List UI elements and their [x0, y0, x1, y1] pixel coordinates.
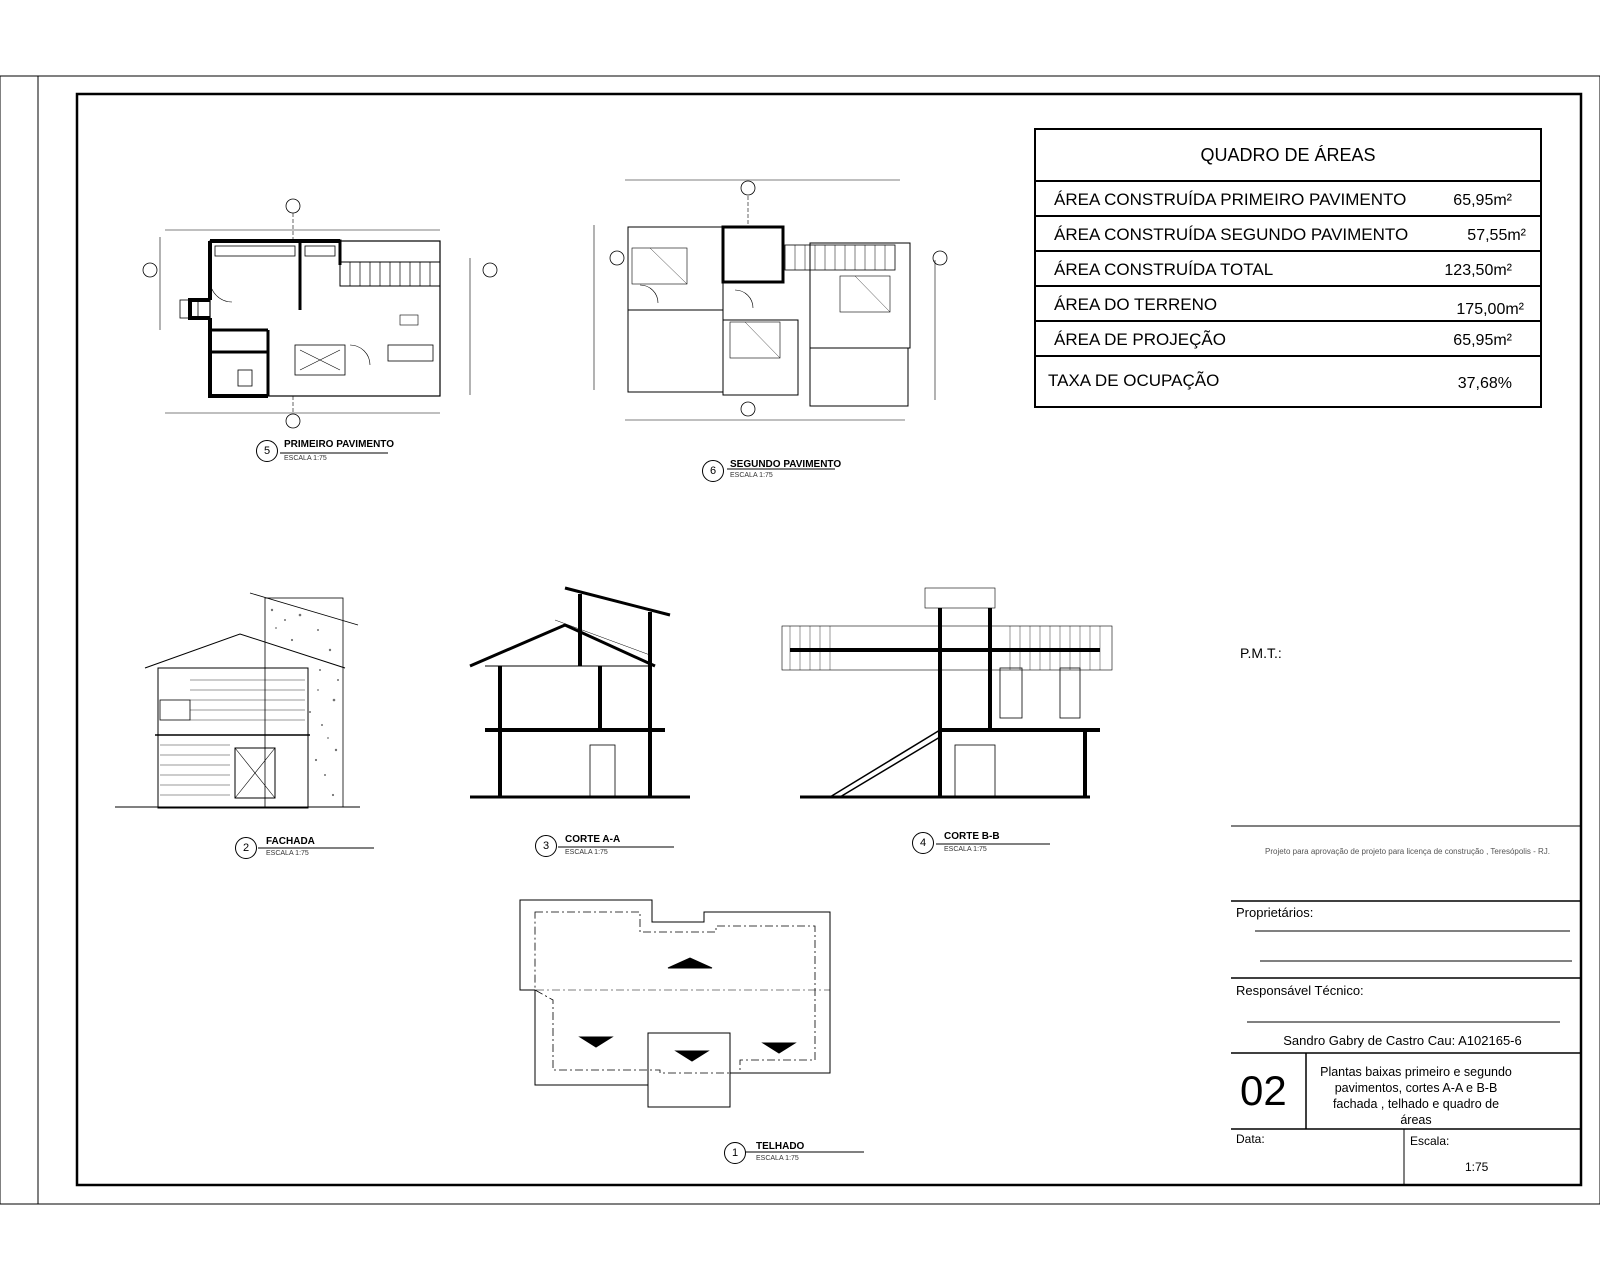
area-row — [1036, 357, 1540, 408]
area-value: 175,00m² — [1456, 301, 1524, 318]
drawing-number: 3 — [535, 835, 557, 857]
drawing-title: CORTE B-B — [944, 831, 1000, 842]
pmt-label: P.M.T.: — [1240, 645, 1282, 661]
drawing-scale: ESCALA 1:75 — [266, 850, 309, 857]
area-label: ÁREA DO TERRENO — [1054, 295, 1218, 314]
section-corte-bb — [782, 588, 1112, 797]
responsavel-name: Sandro Gabry de Castro Cau: A102165-6 — [1283, 1033, 1522, 1048]
drawing-title: PRIMEIRO PAVIMENTO — [284, 439, 395, 450]
drawing-scale: ESCALA 1:75 — [944, 846, 987, 853]
proprietarios-label: Proprietários: — [1236, 905, 1314, 920]
project-description: Projeto para aprovação de projeto para licença de construção , Teresópolis - RJ. — [1265, 847, 1550, 856]
area-value: 57,55m² — [1467, 227, 1526, 244]
drawing-scale: ESCALA 1:75 — [284, 455, 327, 462]
escala-label: Escala: — [1410, 1134, 1450, 1148]
area-row — [1036, 217, 1540, 252]
area-value: 65,95m² — [1453, 192, 1512, 209]
areas-table — [1034, 128, 1542, 408]
drawing-title: SEGUNDO PAVIMENTO — [730, 459, 842, 470]
area-row — [1036, 252, 1540, 287]
area-label: ÁREA CONSTRUÍDA SEGUNDO PAVIMENTO — [1054, 225, 1409, 244]
drawing-number: 4 — [912, 832, 934, 854]
area-label: ÁREA CONSTRUÍDA TOTAL — [1054, 260, 1274, 279]
drawing-number: 5 — [256, 440, 278, 462]
elevation-fachada — [115, 593, 360, 808]
roof-plan-telhado — [520, 900, 830, 1107]
drawing-number: 2 — [235, 837, 257, 859]
area-row — [1036, 182, 1540, 217]
drawing-title: FACHADA — [266, 836, 315, 847]
area-label: TAXA DE OCUPAÇÃO — [1048, 371, 1220, 390]
plan-segundo-pavimento — [594, 180, 947, 420]
data-label: Data: — [1236, 1132, 1265, 1146]
drawing-title: TELHADO — [756, 1141, 805, 1152]
area-value: 37,68% — [1457, 375, 1512, 392]
area-row — [1036, 287, 1540, 322]
area-value: 65,95m² — [1453, 332, 1512, 349]
areas-table-title: QUADRO DE ÁREAS — [1036, 130, 1540, 182]
drawing-title: CORTE A-A — [565, 834, 621, 845]
sheet-number: 02 — [1240, 1067, 1287, 1114]
responsavel-label: Responsável Técnico: — [1236, 983, 1364, 998]
plan-primeiro-pavimento — [143, 199, 497, 428]
escala-value: 1:75 — [1465, 1160, 1489, 1174]
area-label: ÁREA DE PROJEÇÃO — [1054, 330, 1226, 349]
drawing-number: 1 — [724, 1142, 746, 1164]
sheet-description: Plantas baixas primeiro e segundo pavimentos, cortes A-A e B-B fachada , telhado e quadro de áreas — [1320, 1065, 1512, 1127]
drawing-number: 6 — [702, 460, 724, 482]
section-corte-aa — [470, 588, 690, 797]
drawing-scale: ESCALA 1:75 — [756, 1155, 799, 1162]
area-label: ÁREA CONSTRUÍDA PRIMEIRO PAVIMENTO — [1054, 190, 1407, 209]
area-row — [1036, 322, 1540, 357]
drawing-scale: ESCALA 1:75 — [565, 849, 608, 856]
area-value: 123,50m² — [1444, 262, 1512, 279]
drawing-scale: ESCALA 1:75 — [730, 472, 773, 479]
